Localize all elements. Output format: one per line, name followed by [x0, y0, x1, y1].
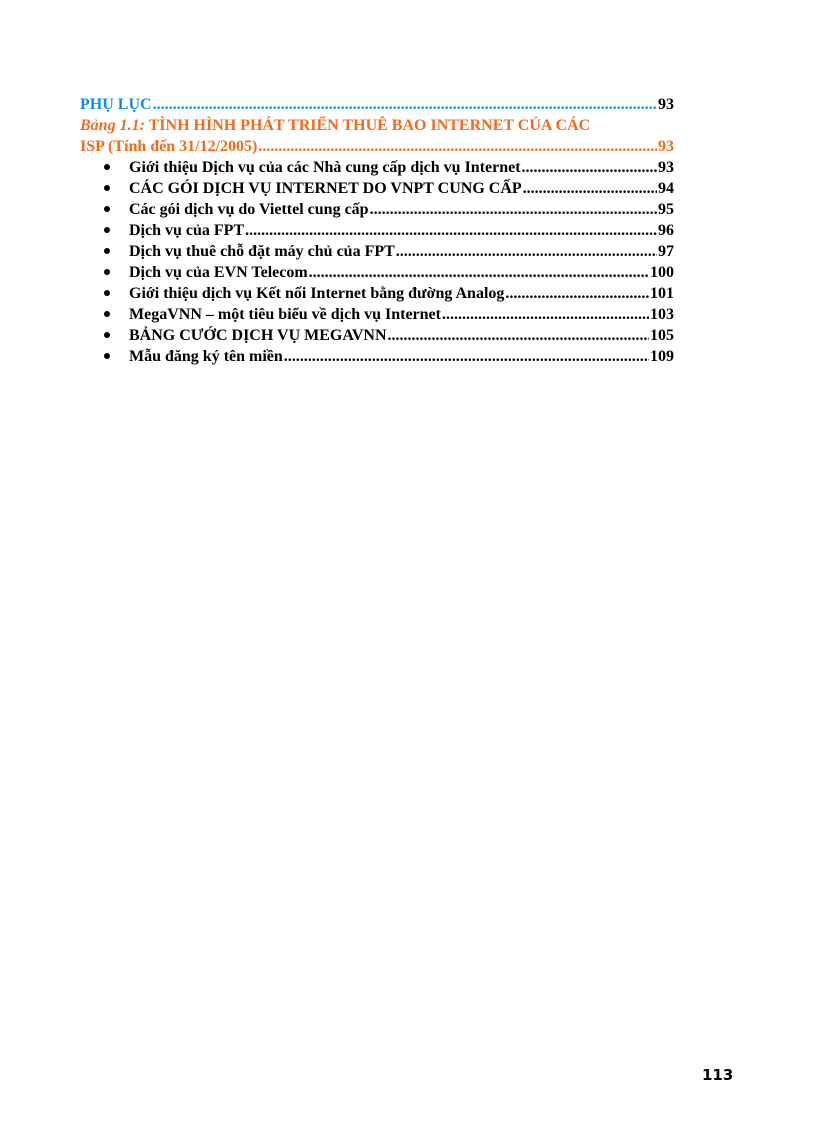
- page-number: 113: [702, 1066, 734, 1084]
- dot-leader: [442, 304, 649, 325]
- toc-item-label: Giới thiệu dịch vụ Kết nối Internet bằng đường Analog: [129, 285, 505, 302]
- toc-item-label: Dịch vụ của EVN Telecom: [129, 264, 308, 281]
- toc-entry-page: 93: [658, 96, 674, 113]
- toc-entry-appendix[interactable]: [80, 94, 674, 115]
- toc-item[interactable]: [80, 346, 674, 367]
- toc-item-label: CÁC GÓI DỊCH VỤ INTERNET DO VNPT CUNG CẤP: [129, 180, 522, 197]
- toc-item[interactable]: [80, 304, 674, 325]
- dot-leader: [523, 178, 657, 199]
- dot-leader: [284, 346, 649, 367]
- toc-item[interactable]: [80, 157, 674, 178]
- toc-item-page: 101: [650, 285, 674, 302]
- table-title-line2: ISP (Tính đến 31/12/2005): [80, 138, 258, 155]
- toc-item-page: 105: [650, 327, 674, 344]
- bullet-icon: [104, 269, 110, 275]
- toc-entry-table-title-cont[interactable]: [80, 136, 674, 157]
- toc-item-page: 94: [658, 180, 674, 197]
- toc-item-label: Giới thiệu Dịch vụ của các Nhà cung cấp dịch vụ Internet: [129, 159, 521, 176]
- toc-item-label: Các gói dịch vụ do Viettel cung cấp: [129, 201, 369, 218]
- dot-leader: [370, 199, 657, 220]
- toc-item[interactable]: [80, 199, 674, 220]
- table-prefix: Bảng 1.1:: [80, 117, 145, 134]
- toc-item[interactable]: [80, 283, 674, 304]
- toc-item-page: 96: [658, 222, 674, 239]
- bullet-icon: [104, 164, 110, 170]
- dot-leader: [245, 220, 657, 241]
- bullet-icon: [104, 332, 110, 338]
- toc-item-page: 97: [658, 243, 674, 260]
- dot-leader: [505, 283, 649, 304]
- bullet-icon: [104, 290, 110, 296]
- table-of-contents: [80, 94, 674, 367]
- toc-entry-page: 93: [658, 138, 674, 155]
- toc-item-label: Mẫu đăng ký tên miền: [129, 348, 283, 365]
- toc-item[interactable]: [80, 262, 674, 283]
- toc-item-label: Dịch vụ thuê chỗ đặt máy chủ của FPT: [129, 243, 395, 260]
- toc-item-label: MegaVNN – một tiêu biểu về dịch vụ Internet: [129, 306, 441, 323]
- dot-leader: [396, 241, 657, 262]
- bullet-icon: [104, 353, 110, 359]
- toc-item[interactable]: [80, 241, 674, 262]
- toc-item-page: 100: [650, 264, 674, 281]
- bullet-icon: [104, 227, 110, 233]
- bullet-icon: [104, 185, 110, 191]
- dot-leader: [153, 94, 657, 115]
- toc-item-page: 95: [658, 201, 674, 218]
- toc-item-page: 93: [658, 159, 674, 176]
- bullet-icon: [104, 248, 110, 254]
- toc-item[interactable]: [80, 178, 674, 199]
- toc-entry-table-title[interactable]: [80, 115, 674, 136]
- dot-leader: [388, 325, 650, 346]
- toc-item-list: [80, 157, 674, 367]
- toc-item-label: BẢNG CƯỚC DỊCH VỤ MEGAVNN: [129, 327, 387, 344]
- toc-item-page: 103: [650, 306, 674, 323]
- dot-leader: [522, 157, 657, 178]
- dot-leader: [309, 262, 649, 283]
- dot-leader: [258, 136, 657, 157]
- toc-entry-label: PHỤ LỤC: [80, 96, 152, 113]
- bullet-icon: [104, 311, 110, 317]
- table-title-line1: TÌNH HÌNH PHÁT TRIỂN THUÊ BAO INTERNET CỦA CÁC: [144, 117, 591, 134]
- toc-item[interactable]: [80, 220, 674, 241]
- toc-item-page: 109: [650, 348, 674, 365]
- bullet-icon: [104, 206, 110, 212]
- toc-item[interactable]: [80, 325, 674, 346]
- toc-item-label: Dịch vụ của FPT: [129, 222, 245, 239]
